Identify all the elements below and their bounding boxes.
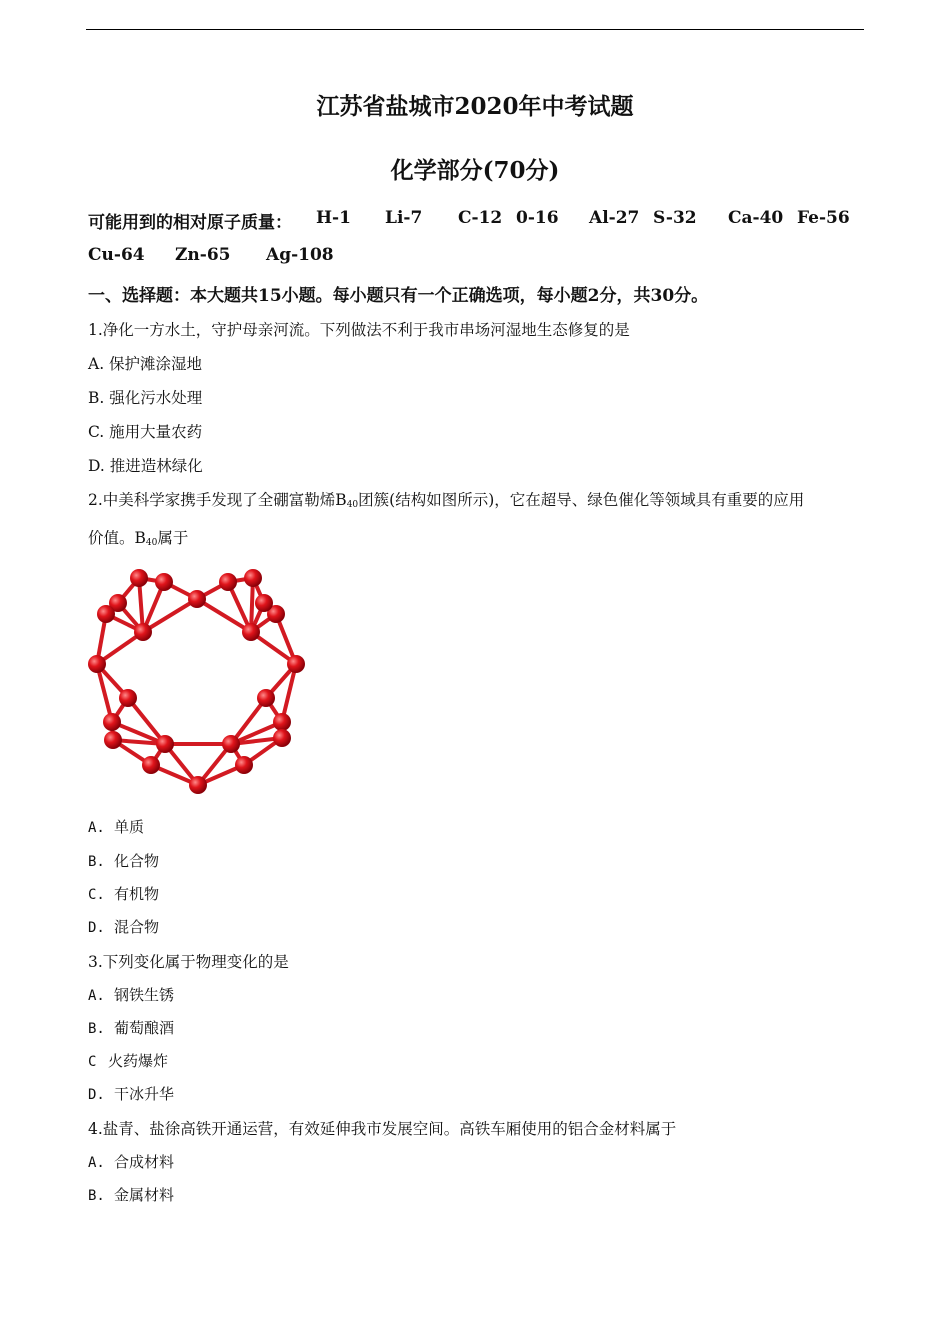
q1-option-a: A. 保护滩涂湿地 (88, 355, 203, 373)
option-text: 干冰升华 (114, 1085, 175, 1103)
option-text: 合成材料 (114, 1153, 175, 1171)
mass-item: Al-27 (589, 208, 640, 228)
boron-atom (155, 573, 173, 591)
atom-group (88, 569, 305, 794)
q1-option-b: B. 强化污水处理 (88, 389, 203, 407)
q1-option-d: D. 推进造林绿化 (88, 457, 203, 475)
q2-stem-line1 (88, 488, 804, 510)
boron-atom (222, 735, 240, 753)
q2-option-b (88, 850, 159, 871)
atomic-masses-label: 可能用到的相对原子质量： (88, 213, 292, 233)
q3-option-b (88, 1017, 174, 1038)
mass-item: Ag-108 (266, 245, 334, 265)
option-text: 化合物 (114, 852, 160, 870)
mass-item: 0-16 (516, 208, 559, 228)
boron-atom (119, 689, 137, 707)
q4-stem: 4.盐青、盐徐高铁开通运营，有效延伸我市发展空间。高铁车厢使用的铝合金材料属于 (88, 1120, 677, 1138)
q2-stem-text: 价值。B (88, 529, 146, 547)
q1-option-c: C. 施用大量农药 (88, 423, 203, 441)
option-text: 葡萄酿酒 (114, 1019, 175, 1037)
option-label: A. (88, 988, 105, 1004)
mass-item: C-12 (458, 208, 503, 228)
boron-atom (130, 569, 148, 587)
boron-atom (188, 590, 206, 608)
option-text: 单质 (114, 818, 145, 836)
q3-option-d (88, 1083, 174, 1104)
mass-item: Cu-64 (88, 245, 145, 265)
q2-stem-line2 (88, 526, 188, 548)
option-text: 金属材料 (114, 1186, 175, 1204)
boron-atom (104, 731, 122, 749)
q2-subscript: 40 (346, 500, 359, 510)
q3-stem: 3.下列变化属于物理变化的是 (88, 953, 289, 971)
boron-atom (142, 756, 160, 774)
mass-item: Zn-65 (175, 245, 231, 265)
q2-stem-text: 团簇(结构如图所示)，它在超导、绿色催化等领域具有重要的应用 (358, 491, 805, 509)
q2-option-c (88, 883, 159, 904)
option-label: D. (88, 1087, 105, 1103)
q4-option-b (88, 1184, 174, 1205)
option-label: B. (88, 854, 105, 870)
header-rule (86, 29, 864, 30)
option-label: C (88, 1054, 97, 1070)
boron-atom (244, 569, 262, 587)
boron-atom (103, 713, 121, 731)
boron-atom (97, 605, 115, 623)
mass-item: H-1 (316, 208, 351, 228)
option-text: 混合物 (114, 918, 160, 936)
section-heading: 一、选择题：本大题共15小题。每小题只有一个正确选项，每小题2分，共30分。 (88, 286, 709, 306)
page-title: 江苏省盐城市2020年中考试题 (316, 93, 634, 120)
boron-atom (134, 623, 152, 641)
option-label: A. (88, 1155, 105, 1171)
boron-atom (287, 655, 305, 673)
b40-cluster-figure (86, 562, 308, 798)
option-label: B. (88, 1188, 105, 1204)
boron-atom (242, 623, 260, 641)
option-text: 火药爆炸 (108, 1052, 169, 1070)
q3-option-a (88, 984, 174, 1005)
boron-atom (189, 776, 207, 794)
page-subtitle: 化学部分(70分) (390, 157, 560, 184)
boron-atom (255, 594, 273, 612)
q2-subscript: 40 (145, 538, 158, 548)
q2-stem-text: 属于 (157, 529, 189, 547)
q1-stem: 1.净化一方水土，守护母亲河流。下列做法不利于我市串场河湿地生态修复的是 (88, 321, 630, 339)
mass-item: Ca-40 (728, 208, 784, 228)
boron-atom (273, 729, 291, 747)
boron-atom (235, 756, 253, 774)
boron-atom (273, 713, 291, 731)
option-text: 钢铁生锈 (114, 986, 175, 1004)
option-label: A. (88, 820, 105, 836)
mass-item: Fe-56 (797, 208, 850, 228)
q4-option-a (88, 1151, 174, 1172)
option-label: C. (88, 887, 105, 903)
option-label: B. (88, 1021, 105, 1037)
q2-stem-text: 2.中美科学家携手发现了全硼富勒烯B (88, 491, 347, 509)
q2-option-a (88, 816, 144, 837)
boron-atom (257, 689, 275, 707)
mass-item: S-32 (653, 208, 697, 228)
q3-option-c (88, 1050, 168, 1071)
option-text: 有机物 (114, 885, 160, 903)
mass-item: Li-7 (385, 208, 423, 228)
boron-atom (88, 655, 106, 673)
boron-atom (156, 735, 174, 753)
option-label: D. (88, 920, 105, 936)
boron-atom (219, 573, 237, 591)
q2-option-d (88, 916, 159, 937)
